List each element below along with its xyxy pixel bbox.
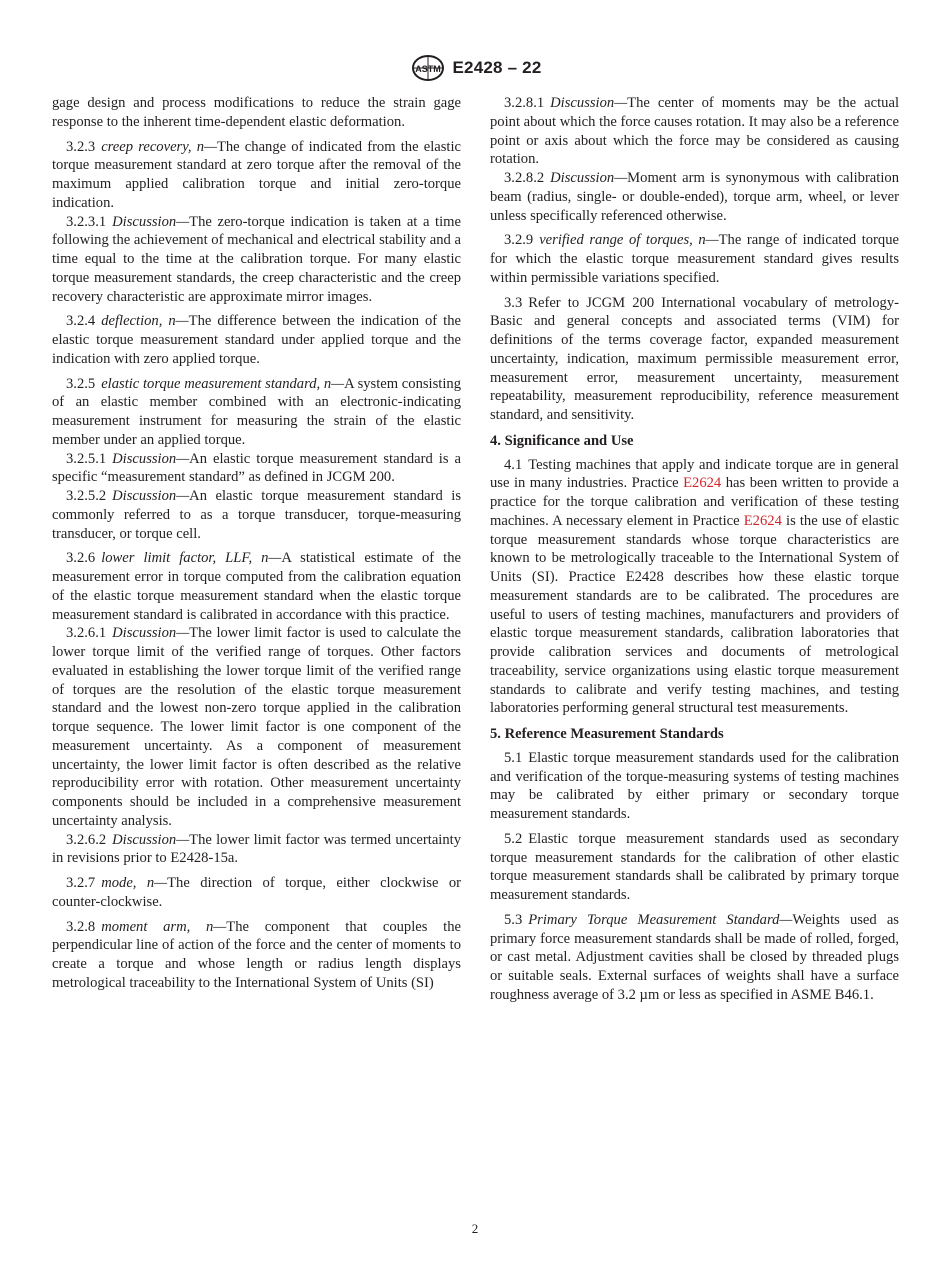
reference-link-e2624[interactable]: E2624 bbox=[743, 512, 782, 529]
paragraph-text: Testing machines that apply and indicate torque are in general use in many industries. Practice bbox=[490, 456, 899, 492]
astm-logo-icon bbox=[409, 54, 447, 82]
definition-text: The component that couples the perpendicular line of action of the force and the center of moments to create a torque and whose length or radius length displays metrological traceability to the International System of Units (SI) bbox=[52, 918, 461, 991]
section-number: 3.2.5.2 bbox=[66, 488, 107, 504]
defined-term: lower limit factor, LLF, n— bbox=[101, 550, 282, 567]
section-4-heading: 4. Significance and Use bbox=[490, 432, 634, 449]
defined-term: Primary Torque Measurement Standard— bbox=[528, 911, 793, 928]
paragraph-text: is the use of elastic torque measurement standards whose torque characteristics are known to be metrologically traceable to the International System of Units (SI). Practice E2428 describes how these elastic torque measurement standards are to be calibrated. The procedures are useful to users of testing machines, manufacturers and providers of elastic torque measurement standards, calibration laboratories that provide calibration services and documents of metrological traceability, service organizations using elastic torque measurement standards to calibrate and verify testing machines, and testing laboratories performing general structural test measurements. bbox=[490, 512, 899, 717]
discussion-label: Discussion— bbox=[550, 95, 628, 111]
section-number: 3.2.8.2 bbox=[504, 170, 545, 186]
section-number: 3.2.6 bbox=[66, 550, 96, 567]
defined-term: deflection, n— bbox=[101, 313, 189, 330]
paragraph-text: Elastic torque measurement standards used for the calibration and verification of the torque-measuring systems of testing machines may be calibrated by either primary or secondary torque measurement standards. bbox=[490, 749, 899, 822]
section-4-1 bbox=[490, 456, 899, 719]
section-3-2-6-2 bbox=[52, 831, 461, 869]
definition-text: The change of indicated from the elastic torque measurement standard at zero torque after the removal of the maximum applied calibration torque and initial zero-torque indication. bbox=[52, 138, 461, 211]
section-3-2-8-1 bbox=[490, 94, 899, 169]
section-3-2-8-2 bbox=[490, 169, 899, 225]
section-number: 3.2.4 bbox=[66, 313, 96, 330]
definition-text: The difference between the indication of the elastic torque measurement standard under applied torque and the indication with zero applied torque. bbox=[52, 313, 461, 367]
section-3-2-5 bbox=[52, 375, 461, 450]
section-number: 3.2.6.1 bbox=[66, 625, 107, 642]
discussion-label: Discussion— bbox=[112, 831, 190, 848]
defined-term: creep recovery, n— bbox=[101, 138, 217, 155]
reference-link-e2624[interactable]: E2624 bbox=[683, 475, 722, 492]
discussion-label: Discussion— bbox=[112, 213, 190, 230]
section-number: 3.2.8.1 bbox=[504, 95, 545, 111]
section-5-1 bbox=[490, 749, 899, 824]
section-3-2-3-1 bbox=[52, 213, 461, 307]
discussion-text: The lower limit factor is used to calculate the lower torque limit of the verified range of torques. Other factors evaluated in establishing the lower torque limit of the verified range of torques are the resolution of the elastic torque measurement standard and the lowest non-zero torque applied in the calibration torque sequence. The lower limit factor is one component of the measurement uncertainty. As a component of measurement uncertainty, the lower limit factor is often described as the relative reproducibility error with rotation. Other measurement uncertainty components should be included in a comprehensive measurement uncertainty analysis. bbox=[52, 625, 461, 829]
section-3-2-7 bbox=[52, 874, 461, 912]
defined-term: elastic torque measurement standard, n— bbox=[101, 375, 345, 392]
discussion-label: Discussion— bbox=[112, 450, 190, 467]
definition-text: The range of indicated torque for which the elastic torque measurement standard gives results within permissible variations specified. bbox=[490, 232, 899, 286]
section-5-heading: 5. Reference Measurement Standards bbox=[490, 726, 724, 742]
section-number: 3.2.9 bbox=[504, 232, 534, 249]
defined-term: moment arm, n— bbox=[101, 918, 227, 935]
paragraph-text: Elastic torque measurement standards used as secondary torque measurement standards for the calibration of other elastic torque measurement standards shall be calibrated by primary torque measurement standards. bbox=[490, 830, 899, 903]
section-5-2 bbox=[490, 830, 899, 905]
section-3-2-5-1 bbox=[52, 450, 461, 488]
right-column bbox=[490, 94, 899, 1005]
section-3-2-5-2 bbox=[52, 487, 461, 543]
section-5-3 bbox=[490, 911, 899, 1005]
definition-text: A statistical estimate of the measurement error in torque computed from the calibration equation of the elastic torque measurement standard when the elastic torque measurement standard is calibrated in accordance with this practice. bbox=[52, 550, 462, 623]
paragraph-text: has been written to provide a practice for the torque calibration and verification of these testing machines. A necessary element in Practice bbox=[490, 475, 899, 529]
discussion-text: The center of moments may be the actual point about which the force causes rotation. It may also be a reference point or axis about which the force may be considered as causing rotation. bbox=[490, 95, 899, 168]
document-designation: E2428 – 22 bbox=[452, 57, 542, 77]
paragraph-continuation: gage design and process modifications to reduce the strain gage response to the inherent time-dependent elastic deformation. bbox=[52, 95, 461, 130]
section-number: 3.2.3.1 bbox=[66, 213, 107, 230]
discussion-text: The lower limit factor was termed uncertainty in revisions prior to E2428-15a. bbox=[52, 831, 461, 867]
section-number: 5.2 bbox=[504, 830, 523, 847]
page-number: 2 bbox=[471, 1221, 479, 1236]
discussion-label: Discussion— bbox=[112, 488, 190, 504]
section-number: 3.3 bbox=[504, 294, 523, 311]
section-3-2-8 bbox=[52, 918, 461, 993]
defined-term: mode, n— bbox=[101, 875, 168, 891]
section-number: 3.2.7 bbox=[66, 875, 96, 891]
page-header bbox=[0, 54, 950, 82]
section-3-2-4 bbox=[52, 312, 461, 368]
svg-text:ASTM: ASTM bbox=[414, 64, 441, 74]
section-3-3 bbox=[490, 294, 899, 425]
section-number: 3.2.5.1 bbox=[66, 450, 107, 467]
discussion-text: An elastic torque measurement standard is commonly referred to as a torque transducer, torque-measuring transducer, or torque cell. bbox=[52, 488, 461, 542]
discussion-label: Discussion— bbox=[550, 170, 628, 186]
definition-text: A system consisting of an elastic member combined with an electronic-indicating measurement instrument for measuring the strain of the elastic member under an applied torque. bbox=[52, 375, 461, 448]
left-column bbox=[52, 94, 461, 993]
section-3-2-6 bbox=[52, 549, 461, 624]
section-number: 5.1 bbox=[504, 749, 523, 766]
section-number: 5.3 bbox=[504, 911, 523, 928]
section-number: 3.2.8 bbox=[66, 918, 96, 935]
section-number: 3.2.6.2 bbox=[66, 831, 107, 848]
section-number: 3.2.5 bbox=[66, 375, 96, 392]
paragraph-text: Refer to JCGM 200 International vocabulary of metrology- Basic and general concepts and associated terms (VIM) for definitions of the terms coverage factor, expanded measurement uncertainty, indication, maximum permissible measurement error, measurement error, measurement uncertainty, measurement repeatability, measurement reproducibility, reference measurement standard, and sensitivity. bbox=[490, 294, 899, 423]
discussion-text: The zero-torque indication is taken at a time following the achievement of mechanical and electrical stability and a time equal to the time at the calibration torque. For many elastic torque measurement standards, the creep characteristic and the creep recovery characteristic are approximate mirror images. bbox=[52, 213, 461, 305]
definition-text: The direction of torque, either clockwise or counter-clockwise. bbox=[52, 875, 461, 910]
section-3-2-6-1 bbox=[52, 624, 461, 830]
section-3-2-3 bbox=[52, 138, 461, 213]
defined-term: verified range of torques, n— bbox=[539, 232, 719, 249]
discussion-label: Discussion— bbox=[112, 625, 190, 642]
section-number: 4.1 bbox=[504, 456, 523, 473]
discussion-text: Moment arm is synonymous with calibration beam (radius, single- or double-ended), torque arm, wheel, or lever unless specifically referenced otherwise. bbox=[490, 170, 899, 224]
section-3-2-9 bbox=[490, 231, 899, 287]
section-number: 3.2.3 bbox=[66, 138, 96, 155]
paragraph-text: Weights used as primary force measurement standards shall be made of rolled, forged, or cast metal. Adjustment cavities shall be closed by threaded plugs or suitable seals. External surfaces of weights shall have a surface roughness average of 3.2 µm or less as specified in ASME B46.1. bbox=[490, 911, 899, 1003]
discussion-text: An elastic torque measurement standard is a specific “measurement standard” as defined in JCGM 200. bbox=[52, 450, 461, 486]
